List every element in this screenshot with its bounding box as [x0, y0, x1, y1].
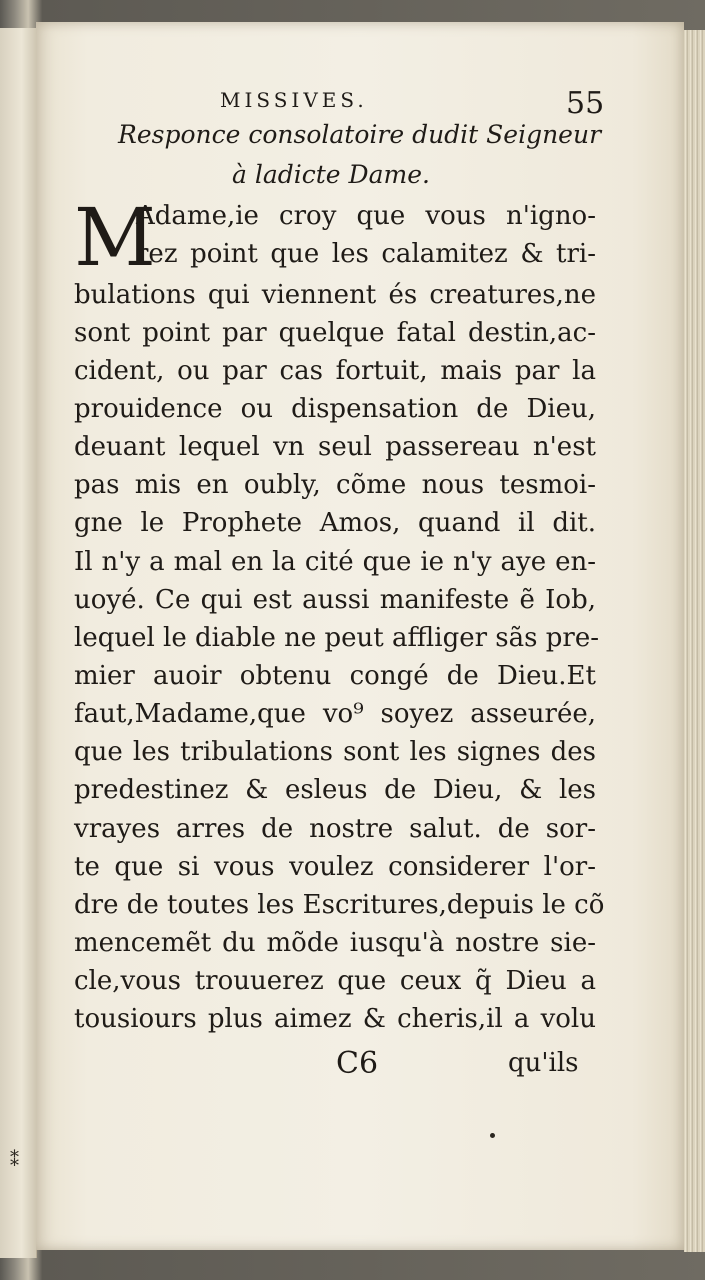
- text-line: te que si vous voulez considerer l'or-: [74, 852, 596, 882]
- page-number: 55: [566, 86, 605, 121]
- text-line: Il n'y a mal en la cité que ie n'y aye en-: [74, 547, 596, 577]
- text-line: prouidence ou dispensation de Dieu,: [74, 394, 596, 424]
- text-line: predestinez & esleus de Dieu, & les: [74, 775, 596, 805]
- section-heading-line-1: Responce consolatoire dudit Seigneur: [118, 120, 602, 149]
- text-line: pas mis en oubly, cõme nous tesmoi-: [74, 470, 596, 500]
- text-line: uoyé. Ce qui est aussi manifeste ẽ Iob,: [74, 585, 596, 615]
- text-line: mencemẽt du mõde iusqu'à nostre sie-: [74, 928, 596, 958]
- page-stack-edge: [684, 30, 705, 1252]
- text-line: lequel le diable ne peut affliger sãs pre-: [74, 623, 600, 653]
- text-line: bulations qui viennent és creatures,ne: [74, 280, 596, 310]
- signature-mark: C6: [336, 1046, 379, 1081]
- catchword: qu'ils: [508, 1048, 579, 1078]
- facing-page-edge: [0, 28, 37, 1258]
- text-line: Adame,ie croy que vous n'igno-: [136, 201, 596, 231]
- text-line: tousiours plus aimez & cheris,il a volu: [74, 1004, 596, 1034]
- text-line: cident, ou par cas fortuit, mais par la: [74, 356, 596, 386]
- text-line: dre de toutes les Escritures,depuis le cõ: [74, 890, 605, 920]
- text-line: vrayes arres de nostre salut. de sor-: [74, 814, 596, 844]
- ink-spot: [490, 1133, 495, 1138]
- sewing-thread-icon: ⁑: [10, 1150, 19, 1171]
- text-line: faut,Madame,que vo⁹ soyez asseurée,: [74, 699, 596, 729]
- section-heading-line-2: à ladicte Dame.: [232, 160, 430, 189]
- text-line: que les tribulations sont les signes des: [74, 737, 596, 767]
- text-line: deuant lequel vn seul passereau n'est: [74, 432, 596, 462]
- text-line: gne le Prophete Amos, quand il dit.: [74, 508, 596, 538]
- text-line: mier auoir obtenu congé de Dieu.Et: [74, 661, 596, 691]
- text-line: sont point par quelque fatal destin,ac-: [74, 318, 596, 348]
- text-line: cle,vous trouuerez que ceux q̃ Dieu a: [74, 966, 596, 996]
- running-title: MISSIVES.: [220, 88, 368, 112]
- drop-cap: M: [74, 191, 156, 284]
- text-line: rez point que les calamitez & tri-: [136, 239, 596, 269]
